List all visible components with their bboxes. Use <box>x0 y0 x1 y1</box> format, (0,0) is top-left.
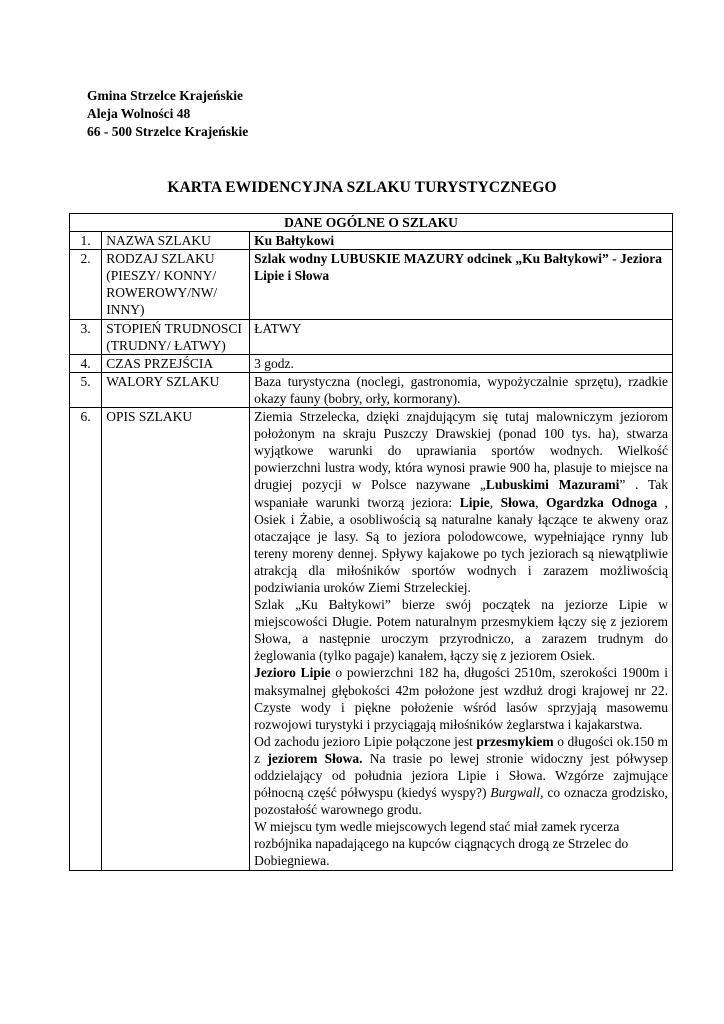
text-span: , <box>535 494 547 510</box>
bold-span: Ogardzka Odnoga <box>546 494 658 510</box>
row-number: 2. <box>70 250 102 319</box>
table-row <box>70 372 673 407</box>
table-header: DANE OGÓLNE O SZLAKU <box>70 214 673 232</box>
text-span: o długości ok.150 m z <box>254 733 668 766</box>
description-paragraph: Szlak „Ku Bałtykowi” bierze swój początek na jeziorze Lipie w miejscowości Długie. Potem naturalnym przesmykiem łączy się z jeziorem Słowa, a następnie uroczym przyrodniczo, a zarazem trudnym do żeglowania (tylko pagaje) kanałem, łączy się z jeziorem Osiek. <box>254 597 668 664</box>
row-label: RODZAJ SZLAKU (PIESZY/ KONNY/ ROWEROWY/NW/ INNY) <box>102 250 250 319</box>
row-number: 4. <box>70 354 102 372</box>
text-span: co oznacza grodzisko, pozostałość warownego grodu. <box>254 785 668 818</box>
row-number: 6. <box>70 408 102 871</box>
bold-span: Jezioro Lipie <box>254 665 331 681</box>
table-row <box>70 408 673 871</box>
table-row <box>70 319 673 354</box>
text-span: , <box>489 494 501 510</box>
table-row <box>70 250 673 319</box>
row-value: ŁATWY <box>250 319 673 354</box>
bold-span: Lipie <box>459 494 490 510</box>
bold-span: jeziorem Słowa. <box>267 750 363 766</box>
row-number: 5. <box>70 372 102 407</box>
italic-span: Burgwall, <box>490 785 544 801</box>
text-span: Na trasie po lewej stronie widoczny jest półwysep oddzielający od południa jeziora Lipie i Słowa. Wzgórze zajmujące północną część półwyspu (kiedyś wyspy?) <box>254 750 668 801</box>
row-value: Baza turystyczna (noclegi, gastronomia, wypożyczalnie sprzętu), rzadkie okazy fauny (bobry, orły, kormorany). <box>250 372 673 407</box>
description-paragraph <box>254 733 668 818</box>
row-value: Szlak wodny LUBUSKIE MAZURY odcinek „Ku Bałtykowi” - Jeziora Lipie i Słowa <box>250 250 673 319</box>
description-paragraph <box>254 664 668 732</box>
text-span: o powierzchni 182 ha, długości 2510m, szerokości 1900m i maksymalnej głębokości 42m położone jest wzdłuż drogi krajowej nr 22. Czyste wody i piękne położenie wśród lasów sprzyjają masowemu rozwojowi turystyki i przyciągają miłośników żeglarstwa i kajakarstwa. <box>254 665 668 732</box>
table-header-row <box>70 214 673 232</box>
text-span: Od zachodu jezioro Lipie połączone jest <box>254 733 477 749</box>
row-label: WALORY SZLAKU <box>102 372 250 407</box>
address-line-3: 66 - 500 Strzelce Krajeńskie <box>87 124 249 139</box>
address-block <box>87 87 248 141</box>
row-label: NAZWA SZLAKU <box>102 232 250 250</box>
table-row <box>70 232 673 250</box>
row-number: 1. <box>70 232 102 250</box>
table-row <box>70 354 673 372</box>
bold-span: przesmykiem <box>476 733 554 749</box>
bold-span: Słowa <box>500 494 536 510</box>
row-label: OPIS SZLAKU <box>102 408 250 871</box>
row-value: Ku Bałtykowi <box>250 232 673 250</box>
text-span: , Osiek i Żabie, a osobliwością są naturalne kanały łączące te akweny oraz otaczające je lasy. Są to jeziora polodowcowe, wypełniające rynny lub tereny moreny dennej. Spływy kajakowe po tych jeziorach są niewątpliwie atrakcją dla miłośników sportów wodnych i zarazem możliwością podziwiania uroków Ziemi Strzeleckiej. <box>254 494 668 595</box>
description-paragraph <box>254 408 668 596</box>
bold-span: Lubuskimi Mazurami <box>485 477 620 493</box>
description-paragraph: W miejscu tym wedle miejscowych legend stać miał zamek rycerza rozbójnika napadającego na kupców ciągnących drogą ze Strzelec do Dobiegniewa. <box>254 819 629 869</box>
text-span: Ziemia Strzelecka, dzięki znajdującym się tutaj malowniczym jeziorom położonym na skraju Puszczy Drawskiej (ponad 100 tys. ha), stwarza wyjątkowe warunki do uprawiania sportów wodnych. Wielkość powierzchni lustra wody, która wynosi prawie 900 ha, plasuje to miejsce na drugiej pozycji w Polsce nazywane „ <box>254 409 668 493</box>
row-label: CZAS PRZEJŚCIA <box>102 354 250 372</box>
trail-description <box>250 408 673 871</box>
trail-card-table <box>69 213 673 871</box>
text-span: ” . Tak wspaniałe warunki tworzą jeziora: <box>254 477 668 510</box>
row-label: STOPIEŃ TRUDNOSCI (TRUDNY/ ŁATWY) <box>102 319 250 354</box>
document-title: KARTA EWIDENCYJNA SZLAKU TURYSTYCZNEGO <box>167 179 557 196</box>
address-line-2: Aleja Wolności 48 <box>87 106 191 121</box>
row-number: 3. <box>70 319 102 354</box>
address-line-1: Gmina Strzelce Krajeńskie <box>87 88 243 103</box>
row-value: 3 godz. <box>250 354 673 372</box>
